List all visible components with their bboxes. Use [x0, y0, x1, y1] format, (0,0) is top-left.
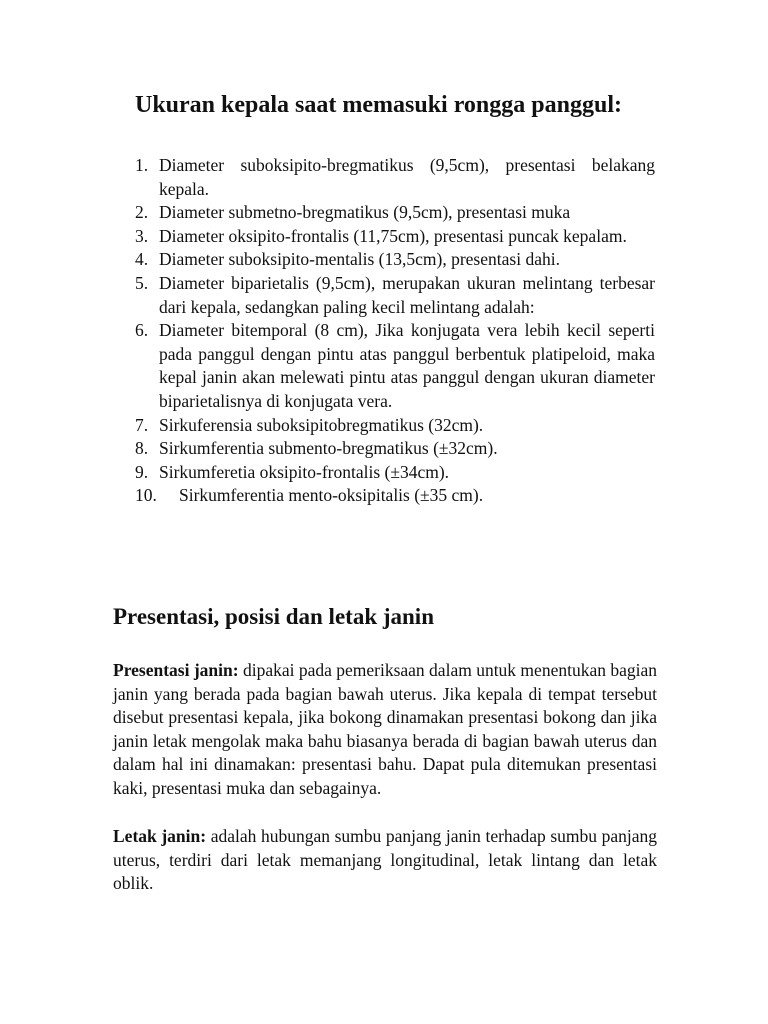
list-item: [135, 154, 655, 201]
list-text: Sirkumferentia submento-bregmatikus (±32cm).: [159, 438, 498, 459]
list-item: [135, 201, 655, 225]
list-item: [135, 437, 655, 461]
list-item: [135, 248, 655, 272]
paragraph-text: dipakai pada pemeriksaan dalam untuk menentukan bagian janin yang berada pada bagian bawah uterus. Jika kepala di tempat tersebut disebut presentasi kepala, jika bokong dinamakan presentasi bokong dan jika janin letak mengolak maka bahu biasanya berada di bagian bawah uterus dan dalam hal ini dinamakan: presentasi bahu. Dapat pula ditemukan presentasi kaki, presentasi muka dan sebagainya.: [113, 660, 657, 798]
list-item: [135, 461, 655, 485]
list-text: Diameter suboksipito-mentalis (13,5cm), presentasi dahi.: [159, 249, 560, 270]
list-number: 4.: [135, 249, 149, 270]
list-number: 3.: [135, 225, 149, 246]
paragraph-presentasi-janin: [113, 659, 657, 801]
head-measurements-list: [135, 154, 655, 508]
term-label: Letak janin:: [113, 826, 207, 846]
list-text: Diameter suboksipito-bregmatikus (9,5cm), presentasi belakang kepala.: [159, 155, 655, 199]
list-text: Sirkumferetia oksipito-frontalis (±34cm).: [159, 461, 450, 482]
list-number: 6.: [135, 320, 149, 341]
list-item: [135, 484, 655, 508]
term-label: Presentasi janin:: [113, 660, 239, 680]
list-number: 10.: [135, 485, 157, 506]
list-number: 1.: [135, 155, 149, 175]
list-text: Sirkumferentia mento-oksipitalis (±35 cm).: [179, 485, 484, 506]
list-number: 7.: [135, 414, 149, 435]
section-title-head-size: Ukuran kepala saat memasuki rongga panggul:: [135, 92, 622, 118]
list-number: 9.: [135, 461, 149, 482]
list-text: Sirkuferensia suboksipitobregmatikus (32cm).: [159, 414, 484, 435]
paragraph-text: adalah hubungan sumbu panjang janin terhadap sumbu panjang uterus, terdiri dari letak memanjang longitudinal, letak lintang dan letak oblik.: [113, 826, 657, 894]
list-number: 2.: [135, 202, 149, 223]
list-text: Diameter submetno-bregmatikus (9,5cm), presentasi muka: [159, 202, 571, 223]
paragraph-letak-janin: [113, 825, 657, 896]
list-item: [135, 414, 655, 438]
list-item: [135, 319, 655, 413]
list-text: Diameter biparietalis (9,5cm), merupakan ukuran melintang terbesar dari kepala, sedangkan paling kecil melintang adalah:: [159, 272, 655, 317]
section-title-fetal-presentation: Presentasi, posisi dan letak janin: [113, 604, 434, 629]
list-item: [135, 225, 655, 249]
list-text: Diameter oksipito-frontalis (11,75cm), presentasi puncak kepalam.: [159, 225, 627, 246]
list-number: 8.: [135, 438, 149, 459]
list-text: Diameter bitemporal (8 cm), Jika konjugata vera lebih kecil seperti pada panggul dengan pintu atas panggul berbentuk platipeloid, maka kepal janin akan melewati pintu atas panggul dengan ukuran diameter biparietalisnya di konjugata vera.: [159, 320, 655, 411]
list-item: [135, 272, 655, 319]
list-number: 5.: [135, 272, 149, 293]
